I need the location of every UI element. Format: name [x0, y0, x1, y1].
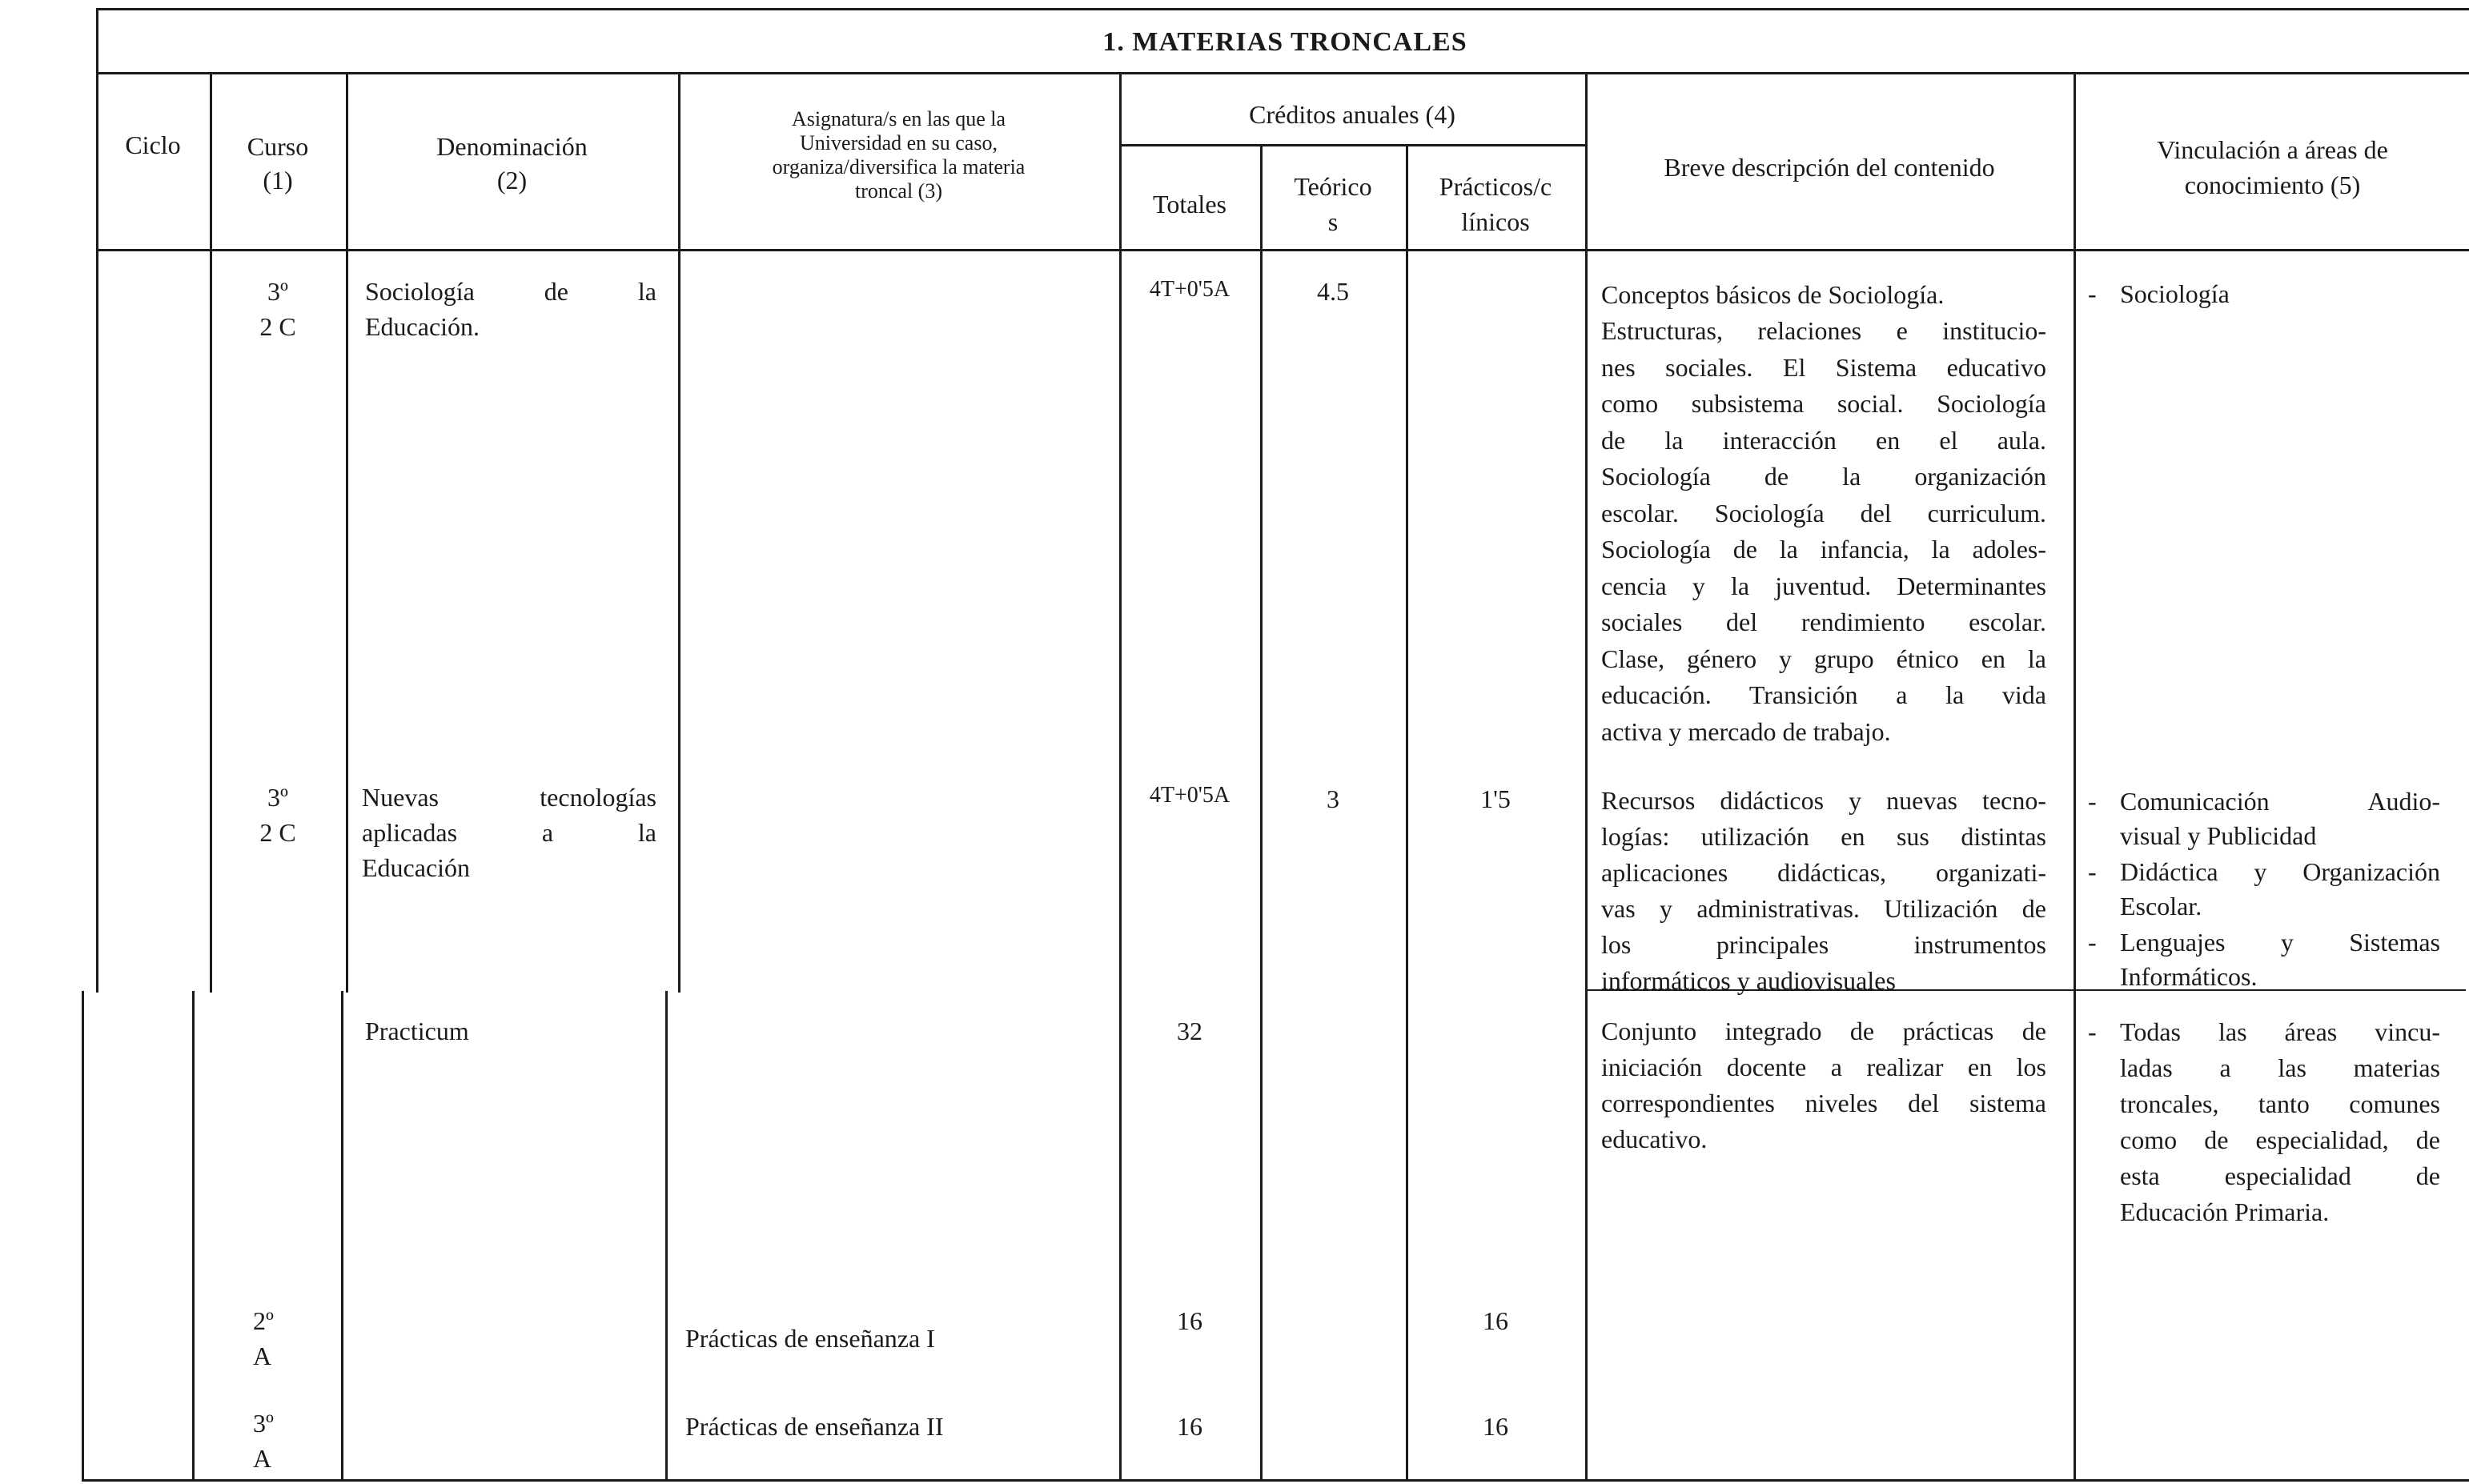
- asignatura-value: Prácticas de enseñanza II: [685, 1412, 944, 1441]
- vinculacion-item: - Didáctica y Organización Escolar.: [2088, 857, 2440, 920]
- totales-value: 32: [1177, 1017, 1202, 1045]
- vinculacion-item: - Lenguajes y Sistemas Informáticos.: [2088, 928, 2440, 991]
- col-sep-ciclo: [192, 991, 195, 1481]
- totales-value: 16: [1177, 1306, 1202, 1335]
- practicos-value: 1'5: [1480, 784, 1511, 813]
- col-sep-practicos: [1585, 72, 1588, 1481]
- header-bottom-divider: [96, 249, 2469, 251]
- asignatura-value: Prácticas de enseñanza I: [685, 1324, 935, 1353]
- vinculacion-item: - Comunicación Audio- visual y Publicidad: [2088, 787, 2440, 850]
- totales-value: 16: [1177, 1412, 1202, 1441]
- col-sep-descripcion: [2074, 72, 2076, 1481]
- col-sep-curso: [341, 991, 343, 1481]
- vinculacion-item: - Todas las áreas vincu- ladas a las materias troncales, tanto comunes como de especialidad, de esta especialidad de Educación Primaria.: [2088, 1017, 2440, 1226]
- credits-subheader-divider: [1119, 144, 1585, 146]
- curso-value: 2º: [253, 1306, 274, 1335]
- denominacion-value: Educación.: [365, 312, 480, 341]
- header-ciclo: Ciclo: [125, 130, 181, 159]
- table-border-top: [96, 8, 2469, 10]
- header-creditos-anuales: Créditos anuales (4): [1249, 100, 1455, 129]
- table-border-left: [82, 991, 84, 1481]
- curso-value: A: [253, 1342, 272, 1370]
- col-sep-curso: [346, 72, 348, 993]
- practicos-value: 16: [1483, 1306, 1508, 1335]
- denominacion-value: Practicum: [365, 1017, 469, 1045]
- curso-value: 2 C: [259, 312, 296, 341]
- table-border-bottom: [82, 1479, 2469, 1482]
- col-sep-denominacion: [678, 72, 680, 993]
- denominacion-value: Educación: [362, 853, 471, 882]
- curso-value: 3º: [253, 1409, 274, 1438]
- teoricos-value: 3: [1327, 784, 1339, 813]
- vinculacion-item: - Sociología: [2088, 279, 2230, 308]
- denominacion-value: Nuevas tecnologías: [362, 783, 656, 812]
- curso-value: 3º: [267, 783, 288, 812]
- header-descripcion: Breve descripción del contenido: [1664, 153, 1995, 182]
- table-title: 1. MATERIAS TRONCALES: [1102, 27, 1467, 57]
- header-totales: Totales: [1153, 190, 1226, 219]
- curso-value: 2 C: [259, 818, 296, 847]
- denominacion-value: Sociología de la: [365, 277, 656, 306]
- totales-value: 4T+0'5A: [1149, 783, 1230, 808]
- col-sep-ciclo: [210, 72, 212, 993]
- denominacion-value: aplicadas a la: [362, 818, 656, 847]
- title-divider: [96, 72, 2469, 74]
- col-sep-denominacion: [665, 991, 668, 1481]
- teoricos-value: 4.5: [1317, 277, 1349, 306]
- practicos-value: 16: [1483, 1412, 1508, 1441]
- curso-value: 3º: [267, 277, 288, 306]
- totales-value: 4T+0'5A: [1149, 277, 1230, 302]
- curso-value: A: [253, 1444, 272, 1473]
